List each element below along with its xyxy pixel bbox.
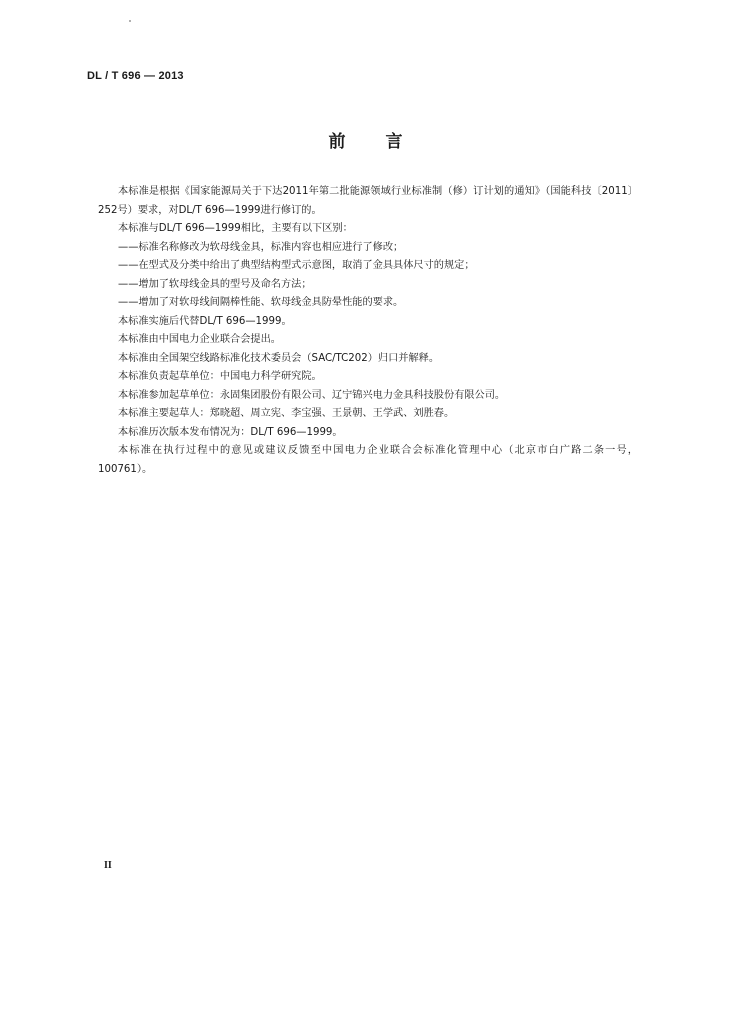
difference-item-4: ——增加了对软母线间隔棒性能、软母线金具防晕性能的要求。 xyxy=(118,297,404,308)
paragraph-drafters: 本标准主要起草人：郑晓超、周立宪、李宝强、王景朝、王学武、刘胜春。 xyxy=(118,408,455,419)
paragraph-replaces: 本标准实施后代替DL/T 696—1999。 xyxy=(118,315,292,327)
paragraph-participating-units: 本标准参加起草单位：永固集团股份有限公司、辽宁锦兴电力金具科技股份有限公司。 xyxy=(118,389,506,401)
document-code-header: DL / T 696 — 2013 xyxy=(87,70,184,82)
paragraph-proposed-by: 本标准由中国电力企业联合会提出。 xyxy=(118,334,281,345)
foreword-body xyxy=(98,183,638,479)
page-title: 前言 xyxy=(328,132,443,152)
paragraph-basis: 本标准是根据《国家能源局关于下达2011年第二批能源领域行业标准制（修）订计划的通知》（国能科技〔2011〕252号）要求，对DL/T 696—1999进行修订的。 xyxy=(98,186,638,216)
paragraph-feedback: 本标准在执行过程中的意见或建议反馈至中国电力企业联合会标准化管理中心（北京市白广路二条一号，100761）。 xyxy=(98,445,638,475)
paragraph-differences-intro: 本标准与DL/T 696—1999相比，主要有以下区别： xyxy=(118,223,353,234)
scan-speck xyxy=(129,20,131,22)
page-number: II xyxy=(104,860,112,871)
paragraph-administered-by: 本标准由全国架空线路标准化技术委员会（SAC/TC202）归口并解释。 xyxy=(118,352,440,364)
difference-item-1: ——标准名称修改为软母线金具，标准内容也相应进行了修改； xyxy=(118,241,404,253)
paragraph-previous-editions: 本标准历次版本发布情况为：DL/T 696—1999。 xyxy=(118,426,343,438)
paragraph-drafting-unit: 本标准负责起草单位：中国电力科学研究院。 xyxy=(118,371,322,382)
difference-item-3: ——增加了软母线金具的型号及命名方法； xyxy=(118,278,312,290)
difference-item-2: ——在型式及分类中给出了典型结构型式示意图，取消了金具具体尺寸的规定； xyxy=(118,260,475,271)
